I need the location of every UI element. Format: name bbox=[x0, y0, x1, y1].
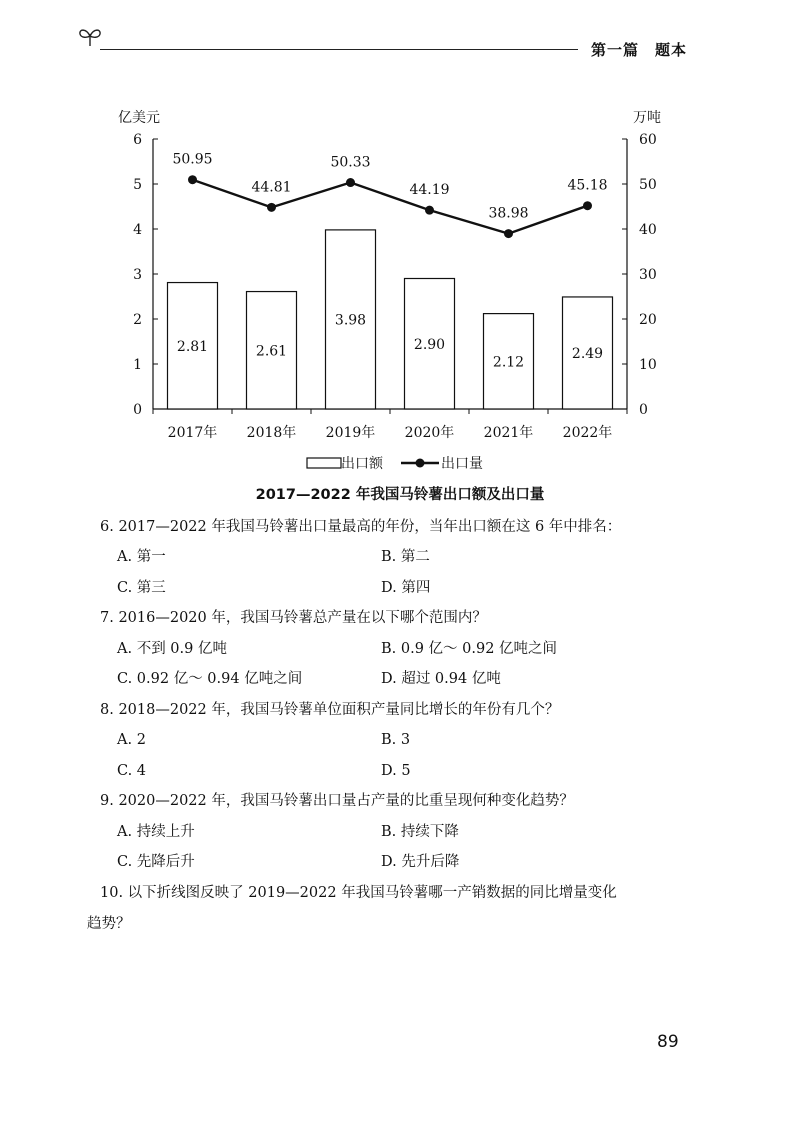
left-axis-unit: 亿美元 bbox=[118, 110, 160, 126]
bar-data-label: 3.98 bbox=[334, 312, 367, 329]
question-6-option-a: A. 第一 bbox=[117, 549, 166, 565]
question-7-option-c: C. 0.92 亿～ 0.94 亿吨之间 bbox=[117, 671, 303, 687]
legend-bar-swatch bbox=[307, 458, 341, 468]
left-tick-label: 0 bbox=[133, 402, 142, 418]
right-tick-label: 40 bbox=[639, 222, 657, 238]
right-tick-label: 30 bbox=[639, 267, 657, 283]
line-data-label: 50.33 bbox=[330, 154, 371, 171]
page-number: 89 bbox=[657, 1032, 679, 1052]
question-7-option-b: B. 0.9 亿～ 0.92 亿吨之间 bbox=[381, 641, 558, 657]
right-axis-unit: 万吨 bbox=[633, 110, 661, 126]
question-8-stem: 8. 2018—2022 年，我国马铃薯单位面积产量同比增长的年份有几个？ bbox=[100, 702, 560, 718]
line-point bbox=[267, 203, 276, 212]
legend-line-label: 出口量 bbox=[441, 456, 483, 472]
question-10-stem-line2: 趋势？ bbox=[87, 916, 131, 932]
x-tick-label: 2017年 bbox=[167, 425, 218, 441]
line-data-label: 45.18 bbox=[567, 177, 608, 194]
question-10-stem-line1: 10. 以下折线图反映了 2019—2022 年我国马铃薯哪一产销数据的同比增量变化 bbox=[100, 885, 617, 901]
left-tick-label: 5 bbox=[133, 177, 142, 193]
legend-bar-label: 出口额 bbox=[341, 456, 383, 472]
question-6-option-c: C. 第三 bbox=[117, 580, 166, 596]
right-tick-label: 0 bbox=[639, 402, 648, 418]
right-tick-label: 60 bbox=[639, 132, 657, 148]
section-title: 第一篇 题本 bbox=[591, 41, 688, 59]
bar-data-label: 2.81 bbox=[176, 338, 209, 355]
question-8-option-b: B. 3 bbox=[381, 732, 411, 748]
line-point bbox=[425, 206, 434, 215]
question-8-option-d: D. 5 bbox=[381, 763, 411, 779]
question-7-option-d: D. 超过 0.94 亿吨 bbox=[381, 671, 501, 687]
question-6-stem: 6. 2017—2022 年我国马铃薯出口量最高的年份，当年出口额在这 6 年中排名： bbox=[100, 519, 622, 535]
left-tick-label: 3 bbox=[133, 267, 142, 283]
line-data-label: 44.19 bbox=[409, 182, 450, 199]
legend-line-marker bbox=[416, 459, 425, 468]
bar-data-label: 2.49 bbox=[571, 345, 604, 362]
left-tick-label: 2 bbox=[133, 312, 142, 328]
x-tick-label: 2021年 bbox=[483, 425, 534, 441]
line-point bbox=[346, 178, 355, 187]
left-tick-label: 6 bbox=[133, 132, 142, 148]
question-9-option-c: C. 先降后升 bbox=[117, 854, 195, 870]
chart-title: 2017—2022 年我国马铃薯出口额及出口量 bbox=[255, 487, 545, 503]
left-tick-label: 1 bbox=[133, 357, 142, 373]
line-data-label: 38.98 bbox=[488, 205, 529, 222]
question-8-option-a: A. 2 bbox=[117, 732, 146, 748]
line-point bbox=[504, 229, 513, 238]
right-tick-label: 10 bbox=[639, 357, 657, 373]
question-9-option-a: A. 持续上升 bbox=[117, 824, 195, 840]
question-9-stem: 9. 2020—2022 年，我国马铃薯出口量占产量的比重呈现何种变化趋势？ bbox=[100, 793, 574, 809]
export-chart bbox=[0, 0, 800, 480]
line-data-label: 44.81 bbox=[251, 179, 292, 196]
question-6-option-d: D. 第四 bbox=[381, 580, 431, 596]
x-tick-label: 2018年 bbox=[246, 425, 297, 441]
question-9-option-b: B. 持续下降 bbox=[381, 824, 459, 840]
question-6-option-b: B. 第二 bbox=[381, 549, 430, 565]
bar-data-label: 2.90 bbox=[413, 336, 446, 353]
line-point bbox=[188, 175, 197, 184]
question-7-stem: 7. 2016—2020 年，我国马铃薯总产量在以下哪个范围内？ bbox=[100, 610, 487, 626]
right-tick-label: 50 bbox=[639, 177, 657, 193]
question-7-option-a: A. 不到 0.9 亿吨 bbox=[117, 641, 227, 657]
question-8-option-c: C. 4 bbox=[117, 763, 147, 779]
line-point bbox=[583, 201, 592, 210]
right-tick-label: 20 bbox=[639, 312, 657, 328]
line-data-label: 50.95 bbox=[172, 151, 213, 168]
bar-data-label: 2.12 bbox=[492, 354, 525, 371]
bar-data-label: 2.61 bbox=[255, 343, 288, 360]
x-tick-label: 2020年 bbox=[404, 425, 455, 441]
x-tick-label: 2019年 bbox=[325, 425, 376, 441]
left-tick-label: 4 bbox=[133, 222, 142, 238]
x-tick-label: 2022年 bbox=[562, 425, 613, 441]
question-9-option-d: D. 先升后降 bbox=[381, 854, 460, 870]
